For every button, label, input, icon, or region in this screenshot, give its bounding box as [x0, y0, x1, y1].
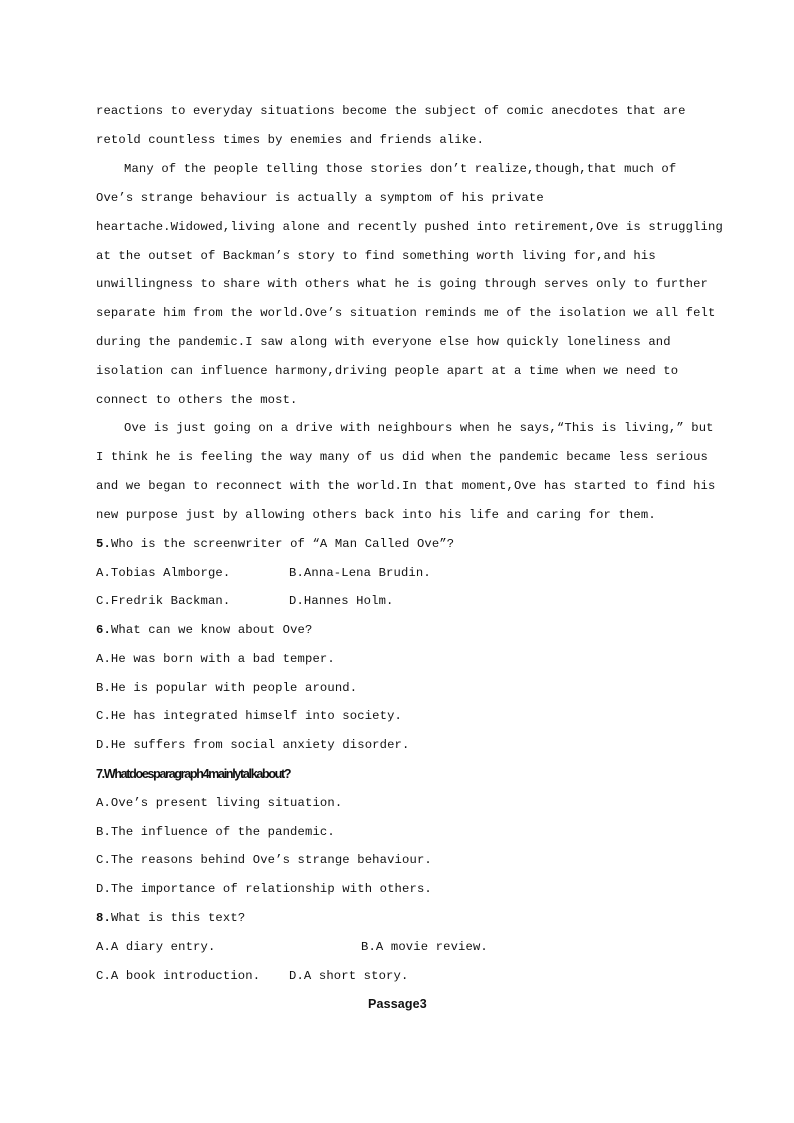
option-c: C.The reasons behind Ove’s strange behaviour. [96, 853, 432, 867]
paragraph-line: connect to others the most. [96, 393, 298, 407]
paragraph-line: isolation can influence harmony,driving people apart at a time when we need to [96, 364, 679, 378]
paragraph-line: I think he is feeling the way many of us did when the pandemic became less serious [96, 450, 709, 464]
question-8 [96, 911, 245, 925]
question-6 [96, 623, 312, 637]
option-d: D.Hannes Holm. [289, 594, 394, 608]
option-c: C.A book introduction. [96, 969, 261, 983]
question-number: 6. [96, 623, 111, 637]
paragraph-line: during the pandemic.I saw along with everyone else how quickly loneliness and [96, 335, 671, 349]
paragraph-line: at the outset of Backman’s story to find something worth living for,and his [96, 249, 656, 263]
question-number: 8. [96, 911, 111, 925]
option-b: B.Anna-Lena Brudin. [289, 566, 431, 580]
option-a: A.Tobias Almborge. [96, 566, 231, 580]
question-7: 7.Whatdoesparagraph4mainlytalkabout? [96, 767, 291, 781]
option-b: B.A movie review. [361, 940, 488, 954]
paragraph-line: reactions to everyday situations become the subject of comic anecdotes that are [96, 104, 686, 118]
option-a: A.He was born with a bad temper. [96, 652, 335, 666]
option-d: D.He suffers from social anxiety disorder. [96, 738, 410, 752]
option-d: D.A short story. [289, 969, 409, 983]
question-text: Who is the screenwriter of “A Man Called Ove”? [110, 537, 455, 551]
section-heading: Passage3 [368, 997, 427, 1011]
question-5 [96, 537, 454, 551]
option-c: C.He has integrated himself into society. [96, 709, 403, 723]
option-a: A.Ove’s present living situation. [96, 796, 343, 810]
question-text: What is this text? [110, 911, 246, 925]
paragraph-line: Many of the people telling those stories don’t realize,though,that much of [124, 162, 677, 176]
option-c: C.Fredrik Backman. [96, 594, 231, 608]
question-number: 5. [96, 537, 111, 551]
paragraph-line: retold countless times by enemies and friends alike. [96, 133, 485, 147]
option-a: A.A diary entry. [96, 940, 216, 954]
option-b: B.He is popular with people around. [96, 681, 358, 695]
paragraph-line: heartache.Widowed,living alone and recently pushed into retirement,Ove is struggling [96, 220, 723, 234]
question-text: What can we know about Ove? [110, 623, 313, 637]
paragraph-line: Ove is just going on a drive with neighbours when he says,“This is living,” but [124, 421, 714, 435]
paragraph-line: unwillingness to share with others what he is going through serves only to further [96, 277, 709, 291]
paragraph-line: new purpose just by allowing others back into his life and caring for them. [96, 508, 656, 522]
paragraph-line: separate him from the world.Ove’s situation reminds me of the isolation we all felt [96, 306, 716, 320]
paragraph-line: Ove’s strange behaviour is actually a symptom of his private [96, 191, 544, 205]
paragraph-line: and we began to reconnect with the world.In that moment,Ove has started to find his [96, 479, 716, 493]
option-b: B.The influence of the pandemic. [96, 825, 335, 839]
option-d: D.The importance of relationship with others. [96, 882, 432, 896]
